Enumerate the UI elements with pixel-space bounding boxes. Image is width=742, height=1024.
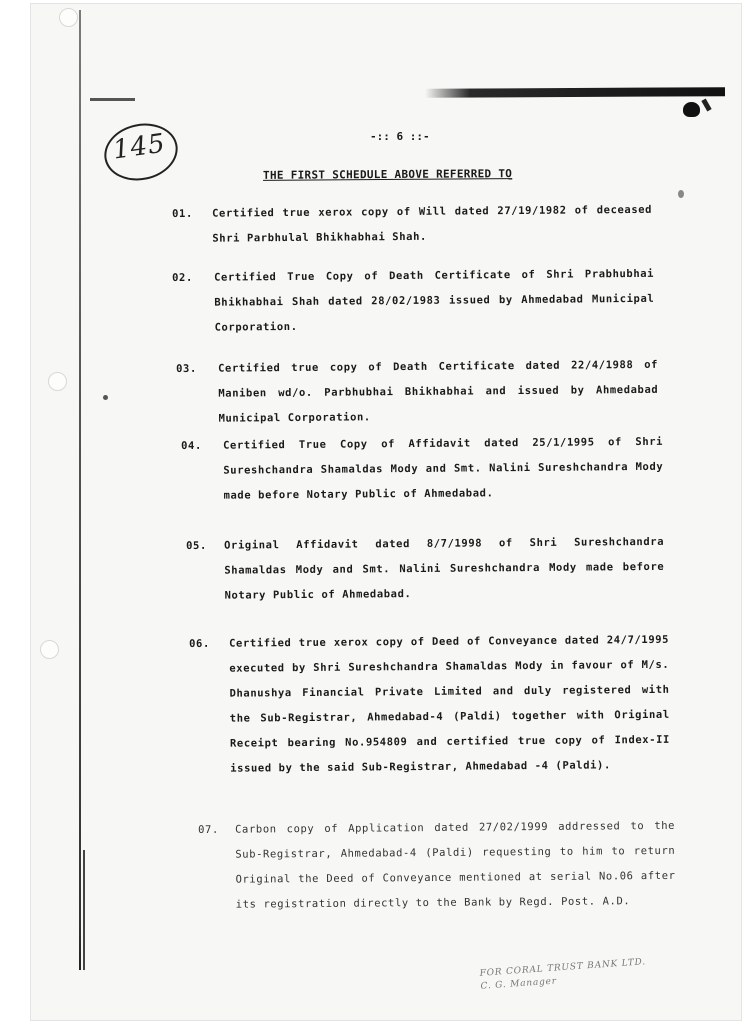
item-text: Certified true xerox copy of Will dated 27/19/1982 of deceased Shri Parbhulal Bhikhabhai Shah. [212, 203, 653, 245]
page-stamp-number: 145 [111, 128, 168, 166]
photocopy-mark [683, 102, 700, 117]
photocopy-mark [90, 98, 135, 101]
item-number: 07. [198, 823, 219, 836]
item-number: 03. [176, 362, 197, 375]
margin-line [79, 10, 81, 970]
item-text: Certified True Copy of Affidavit dated 25/1/1995 of Shri Sureshchandra Shamaldas Mody and Smt. Nalini Sureshchandra Mody made before Notary Public of Ahmedabad. [223, 435, 664, 502]
photocopy-edge-bar [425, 87, 725, 98]
item-text: Carbon copy of Application dated 27/02/1999 addressed to the Sub-Registrar, Ahmedabad-4 (Paldi) requesting to him to return Original the Deed of Conveyance mentioned at serial No.06 after its registration directly to the Bank by Regd. Post. A.D. [235, 819, 676, 911]
item-number: 02. [172, 271, 193, 284]
signature-line: FOR CORAL TRUST BANK LTD. [479, 957, 647, 979]
margin-line [83, 850, 85, 970]
item-text: Original Affidavit dated 8/7/1998 of Shri Sureshchandra Shamaldas Mody and Smt. Nalini Sureshchandra Mody made before Notary Public of Ahmedabad. [224, 535, 665, 602]
photocopy-speck [678, 190, 684, 198]
item-text: Certified True Copy of Death Certificate of Shri Prabhubhai Bhikhabhai Shah dated 28/02/1983 issued by Ahmedabad Municipal Corporation. [214, 267, 655, 334]
punch-hole [40, 640, 59, 659]
signature-line: C. G. Manager [480, 976, 558, 992]
photocopy-speck [103, 395, 108, 400]
item-number: 06. [189, 637, 210, 650]
item-number: 01. [172, 207, 193, 220]
punch-hole [59, 8, 78, 27]
page-number: -:: 6 ::- [370, 130, 430, 143]
item-number: 05. [186, 539, 207, 552]
punch-hole [48, 372, 67, 391]
item-text: Certified true copy of Death Certificate dated 22/4/1988 of Maniben wd/o. Parbhubhai Bhikhabhai and issued by Ahmedabad Municipal Corporation. [218, 358, 659, 425]
page-title: THE FIRST SCHEDULE ABOVE REFERRED TO [262, 167, 513, 182]
item-text: Certified true xerox copy of Deed of Conveyance dated 24/7/1995 executed by Shri Sureshchandra Shamaldas Mody in favour of M/s. Dhanushya Financial Private Limited and duly registered with the Sub-Registrar, Ahmedabad-4 (Paldi) together with Original Receipt bearing No.954809 and certified true copy of Index-II issued by the said Sub-Registrar, Ahmedabad -4 (Paldi). [229, 633, 671, 775]
item-number: 04. [181, 439, 202, 452]
